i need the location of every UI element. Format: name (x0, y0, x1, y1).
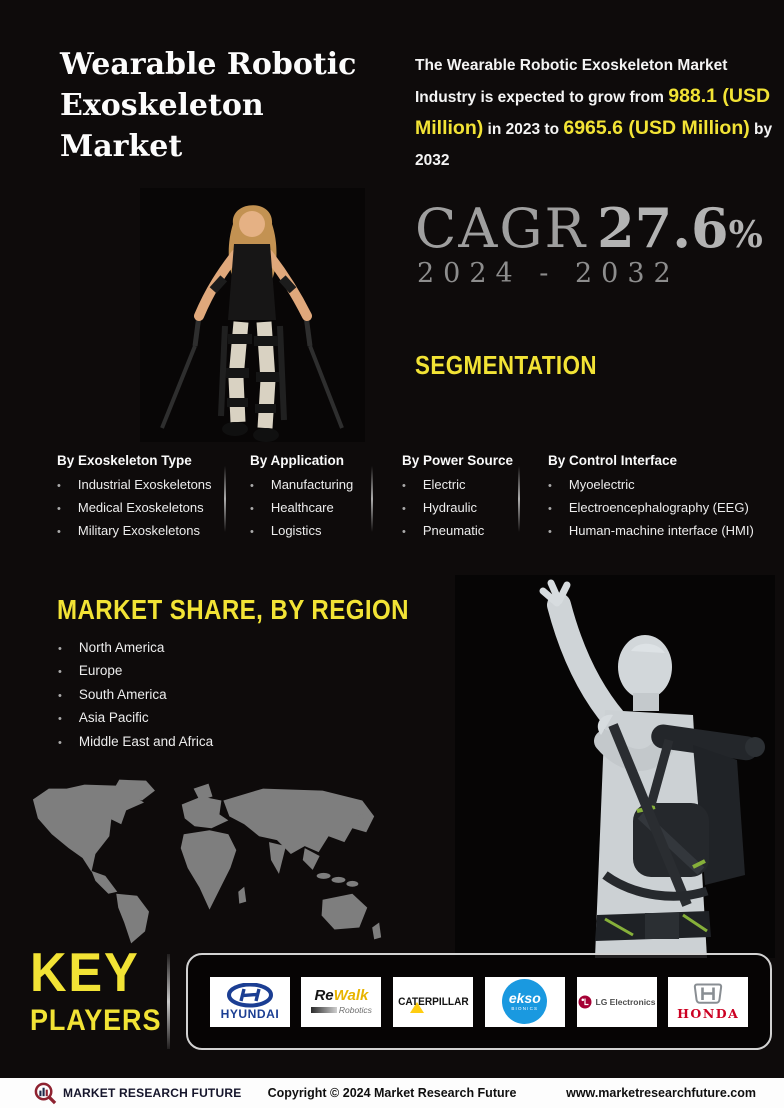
ekso-logo (485, 977, 565, 1027)
list-item: • South America (58, 687, 213, 710)
footer-brand (34, 1082, 241, 1105)
list-item: • Electroencephalography (EEG) (548, 500, 754, 523)
segment-column-title: By Control Interface (548, 453, 678, 468)
list-item: • Europe (58, 663, 213, 686)
market-value-2023: 988.1 (USD Million) (415, 85, 771, 139)
list-item: • Manufacturing (250, 477, 353, 500)
region-list (58, 640, 213, 757)
footer-copyright: Copyright © 2024 Market Research Future (267, 1086, 517, 1100)
footer-bar (0, 1078, 784, 1108)
hyundai-h-icon (226, 983, 274, 1008)
segment-column-control-interface (548, 453, 754, 546)
page-title (60, 44, 356, 167)
market-growth-summary (415, 50, 783, 176)
list-item: • Pneumatic (402, 523, 513, 546)
cagr-period: 2024 - 2032 (417, 258, 680, 289)
mrf-magnifier-icon (34, 1082, 57, 1105)
key-players-heading (30, 942, 176, 1038)
rewalk-gradient-bar (311, 1007, 337, 1013)
list-item: • Human-machine interface (HMI) (548, 523, 754, 546)
list-item: • Asia Pacific (58, 710, 213, 733)
list-item: • Electric (402, 477, 513, 500)
honda-h-icon (693, 983, 723, 1005)
ekso-circle-icon (502, 979, 547, 1024)
lg-face-icon (578, 995, 592, 1009)
page-title-line2: Exoskeleton (60, 88, 264, 123)
list-item: • Healthcare (250, 500, 353, 523)
segment-column-exoskeleton-type (57, 453, 212, 546)
footer-website-link[interactable]: www.marketresearchfuture.com (566, 1086, 756, 1100)
list-item: • Logistics (250, 523, 353, 546)
key-players-divider (167, 954, 170, 1049)
ekso-bionics-text: BIONICS (511, 1006, 539, 1011)
column-divider (518, 466, 520, 532)
woman-exoskeleton-illustration (140, 188, 365, 442)
rewalk-logo (301, 977, 381, 1027)
cagr-label: CAGR (415, 197, 588, 260)
world-map-graphic (25, 775, 397, 947)
lg-logo-text: LG Electronics (595, 996, 656, 1007)
statue-exoskeleton-illustration (455, 575, 775, 958)
caterpillar-logo-text: CATERPILLAR (397, 995, 469, 1008)
key-players-heading-line1: KEY (30, 941, 140, 1003)
segment-column-title: By Application (250, 453, 345, 468)
summary-text-1: The Wearable Robotic Exoskeleton Market Industry is expected to grow from (415, 57, 728, 106)
footer-brand-text: MARKET RESEARCH FUTURE (63, 1086, 242, 1100)
woman-exoskeleton-photo (140, 188, 365, 442)
segment-column-power-source (402, 453, 513, 546)
market-share-heading: MARKET SHARE, BY REGION (57, 594, 409, 625)
column-divider (371, 466, 373, 532)
list-item: • Middle East and Africa (58, 734, 213, 757)
rewalk-robotics-text: Robotics (311, 1005, 372, 1015)
page-title-line3: Market (60, 129, 183, 164)
lg-logo (577, 977, 657, 1027)
list-item: • Hydraulic (402, 500, 513, 523)
rewalk-logo-text: ReWalk (314, 987, 369, 1004)
statue-exoskeleton-photo (455, 575, 775, 958)
summary-text-3: by 2032 (415, 121, 773, 169)
ekso-logo-text: ekso (508, 990, 541, 1006)
key-players-logo-panel (186, 953, 772, 1050)
summary-text-2: in 2023 to (483, 121, 564, 138)
list-item: • Industrial Exoskeletons (57, 477, 212, 500)
cagr-value: 27.6 (597, 196, 729, 260)
caterpillar-logo (393, 977, 473, 1027)
list-item: • Medical Exoskeletons (57, 500, 212, 523)
segment-column-application (250, 453, 353, 546)
honda-logo-text: HONDA (677, 1005, 740, 1021)
honda-logo (668, 977, 748, 1027)
list-item: • Myoelectric (548, 477, 754, 500)
page-title-line1: Wearable Robotic (60, 47, 357, 82)
hyundai-logo-text: HYUNDAI (220, 1008, 280, 1021)
segmentation-heading: SEGMENTATION (415, 350, 597, 380)
column-divider (224, 466, 226, 532)
market-value-2032: 6965.6 (USD Million) (563, 117, 750, 139)
list-item: • Military Exoskeletons (57, 523, 212, 546)
list-item: • North America (58, 640, 213, 663)
cagr-block (415, 196, 763, 260)
cagr-unit: % (728, 214, 763, 256)
segment-column-title: By Exoskeleton Type (57, 453, 192, 468)
key-players-heading-line2: PLAYERS (30, 1004, 162, 1037)
segment-column-title: By Power Source (402, 453, 514, 468)
hyundai-logo (210, 977, 290, 1027)
